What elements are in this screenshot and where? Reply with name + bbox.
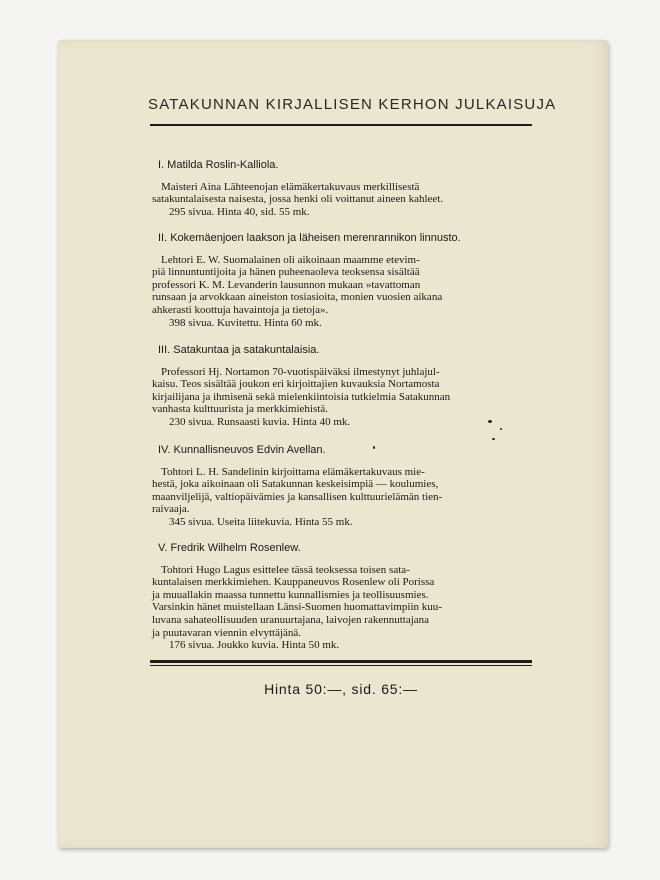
book-entry <box>152 344 536 429</box>
entry-description <box>152 466 536 529</box>
entry-line: satakuntalaisesta naisesta, jossa henki oli voittanut aineen kahleet. <box>152 193 444 206</box>
ink-speck <box>488 420 492 423</box>
entry-price-line: 345 sivua. Useita liitekuvia. Hinta 55 mk. <box>169 515 353 528</box>
ink-speck <box>500 428 502 430</box>
entry-price-line: 398 sivua. Kuvitettu. Hinta 60 mk. <box>169 316 322 329</box>
book-entry <box>152 542 536 652</box>
title-rule <box>150 124 532 126</box>
entry-price-line: 295 sivua. Hinta 40, sid. 55 mk. <box>169 205 310 218</box>
entry-heading: IV. Kunnallisneuvos Edvin Avellan. <box>158 444 326 456</box>
entry-description <box>152 366 536 429</box>
entry-line: ahkerasti koottuja havaintoja ja tietoja». <box>152 303 329 316</box>
entry-line: ja muuallakin maassa tunnettu kunnallismies ja teollisuusmies. <box>152 588 429 601</box>
ink-speck <box>492 438 495 440</box>
entry-line: Professori Hj. Nortamon 70-vuotispäiväksi ilmestynyt juhlajul- <box>161 365 440 378</box>
entry-heading: V. Fredrik Wilhelm Rosenlew. <box>158 542 301 554</box>
book-entry <box>152 159 536 218</box>
entry-line: kirjailijana ja ihmisenä sekä mielenkiintoisia tutkielmia Satakunnan <box>152 390 451 403</box>
entry-line: Tohtori Hugo Lagus esittelee tässä teoksessa toisen sata- <box>161 563 410 576</box>
entry-heading: III. Satakuntaa ja satakuntalaisia. <box>158 344 320 356</box>
footer-price: Hinta 50:—, sid. 65:— <box>264 681 418 697</box>
entry-heading: I. Matilda Roslin-Kalliola. <box>158 159 279 171</box>
entry-price-line: 176 sivua. Joukko kuvia. Hinta 50 mk. <box>169 639 340 652</box>
footer-rule-thin <box>150 665 532 666</box>
entry-line: Lehtori E. W. Suomalainen oli aikoinaan maamme etevim- <box>161 253 420 266</box>
entry-line: hestä, joka aikoinaan oli Satakunnan keskeisimpiä — koulumies, <box>152 478 439 491</box>
entry-line: runsaan ja arvokkaan aineiston tosiasioita, monien vuosien aikana <box>152 291 443 304</box>
entry-line: ja puutavaran viennin elvyttäjänä. <box>152 626 302 639</box>
entry-line: kuntalaisen merkkimiehen. Kauppaneuvos Rosenlew oli Porissa <box>152 576 435 589</box>
entry-line: raivaaja. <box>152 503 190 516</box>
entry-line: professori K. M. Levanderin lausunnon mukaan »tavattoman <box>152 278 421 291</box>
entry-line: Varsinkin hänet muistellaan Länsi-Suomen huomattavimpiin kuu- <box>152 601 442 614</box>
entry-description <box>152 181 536 219</box>
entry-line: maanviljelijä, valtiopäivämies ja kansallisen kulttuurielämän tien- <box>152 490 443 503</box>
entry-line: vanhasta kulttuurista ja merkkimiehistä. <box>152 403 328 416</box>
entry-line: kaisu. Teos sisältää joukon eri kirjoittajien kuvauksia Nortamosta <box>152 378 440 391</box>
entry-line: luvana sahateollisuuden uranuurtajana, laivojen rakennuttajana <box>152 613 430 626</box>
entry-price-line: 230 sivua. Runsaasti kuvia. Hinta 40 mk. <box>169 415 351 428</box>
entry-heading: II. Kokemäenjoen laakson ja läheisen merenrannikon linnusto. <box>158 232 461 244</box>
ink-speck <box>373 446 375 449</box>
footer-rule-thick <box>150 660 532 663</box>
book-entry <box>152 444 536 529</box>
entry-description <box>152 564 536 652</box>
book-entry <box>152 232 536 329</box>
entry-line: piä linnuntuntijoita ja hänen puheenaoleva teoksensa sisältää <box>152 266 420 279</box>
series-title: SATAKUNNAN KIRJALLISEN KERHON JULKAISUJA <box>148 96 557 113</box>
entry-line: Maisteri Aina Lähteenojan elämäkertakuvaus merkillisestä <box>161 180 420 193</box>
entry-line: Tohtori L. H. Sandelinin kirjoittama elämäkertakuvaus mie- <box>161 465 425 478</box>
entry-description <box>152 254 536 330</box>
